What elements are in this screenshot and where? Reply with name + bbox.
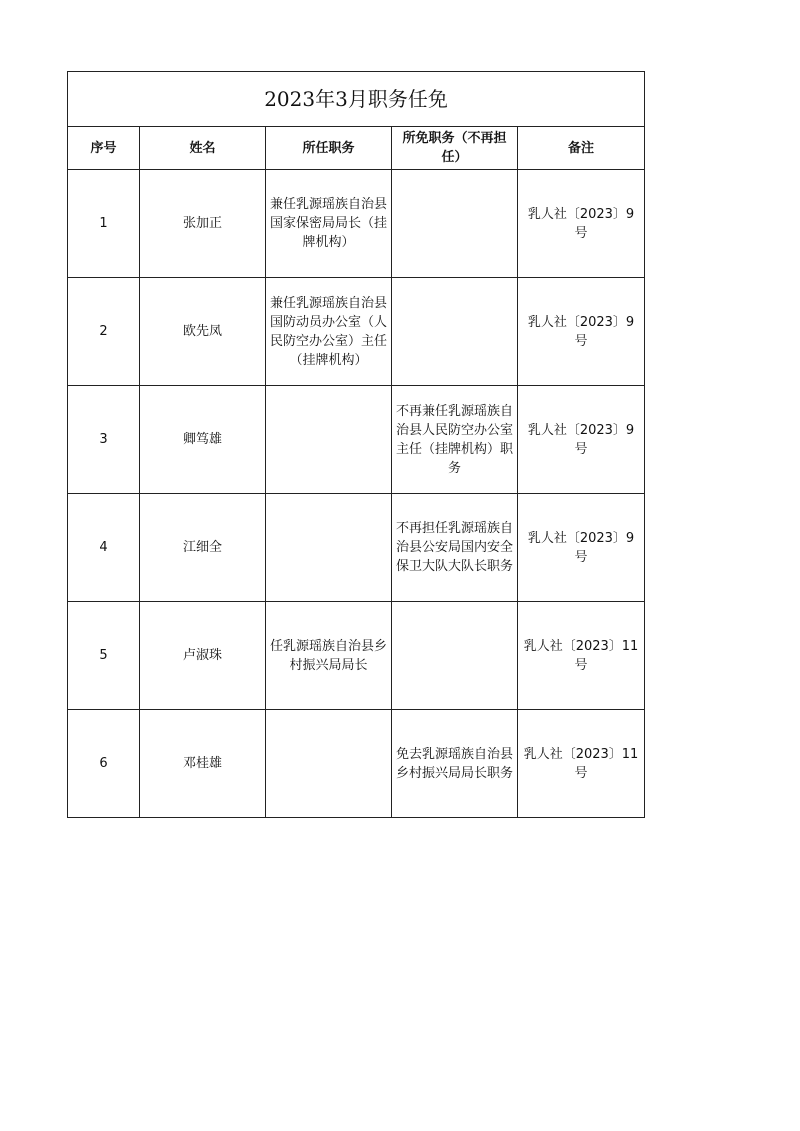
- cell-removed: 免去乳源瑶族自治县乡村振兴局局长职务: [392, 710, 518, 818]
- cell-removed: [392, 602, 518, 710]
- cell-seq: 3: [68, 386, 140, 494]
- cell-seq: 6: [68, 710, 140, 818]
- cell-seq: 2: [68, 278, 140, 386]
- cell-removed: [392, 170, 518, 278]
- cell-removed: 不再兼任乳源瑶族自治县人民防空办公室主任（挂牌机构）职务: [392, 386, 518, 494]
- cell-seq: 1: [68, 170, 140, 278]
- cell-removed: [392, 278, 518, 386]
- cell-note: 乳人社〔2023〕9号: [518, 278, 645, 386]
- cell-seq: 5: [68, 602, 140, 710]
- table-row: [68, 710, 645, 818]
- cell-removed: 不再担任乳源瑶族自治县公安局国内安全保卫大队大队长职务: [392, 494, 518, 602]
- cell-name: 张加正: [140, 170, 266, 278]
- cell-note: 乳人社〔2023〕9号: [518, 170, 645, 278]
- header-row: [68, 127, 645, 170]
- cell-note: 乳人社〔2023〕9号: [518, 386, 645, 494]
- header-seq: 序号: [68, 127, 140, 170]
- cell-note: 乳人社〔2023〕11号: [518, 710, 645, 818]
- page-title: 2023年3月职务任免: [68, 72, 645, 127]
- header-note: 备注: [518, 127, 645, 170]
- title-row: [68, 72, 645, 127]
- table-row: [68, 386, 645, 494]
- table-row: [68, 170, 645, 278]
- cell-note: 乳人社〔2023〕9号: [518, 494, 645, 602]
- appointment-sheet: [67, 71, 644, 818]
- table-row: [68, 494, 645, 602]
- cell-note: 乳人社〔2023〕11号: [518, 602, 645, 710]
- cell-name: 卢淑珠: [140, 602, 266, 710]
- header-name: 姓名: [140, 127, 266, 170]
- cell-appointed: 任乳源瑶族自治县乡村振兴局局长: [266, 602, 392, 710]
- cell-name: 欧先凤: [140, 278, 266, 386]
- cell-name: 邓桂雄: [140, 710, 266, 818]
- cell-appointed: [266, 386, 392, 494]
- cell-appointed: [266, 710, 392, 818]
- table-row: [68, 602, 645, 710]
- cell-appointed: [266, 494, 392, 602]
- header-removed: 所免职务（不再担任）: [392, 127, 518, 170]
- cell-seq: 4: [68, 494, 140, 602]
- table-row: [68, 278, 645, 386]
- appointment-table: [67, 71, 645, 818]
- cell-appointed: 兼任乳源瑶族自治县国防动员办公室（人民防空办公室）主任（挂牌机构）: [266, 278, 392, 386]
- header-appointed: 所任职务: [266, 127, 392, 170]
- cell-appointed: 兼任乳源瑶族自治县国家保密局局长（挂牌机构）: [266, 170, 392, 278]
- cell-name: 卿笃雄: [140, 386, 266, 494]
- cell-name: 江细全: [140, 494, 266, 602]
